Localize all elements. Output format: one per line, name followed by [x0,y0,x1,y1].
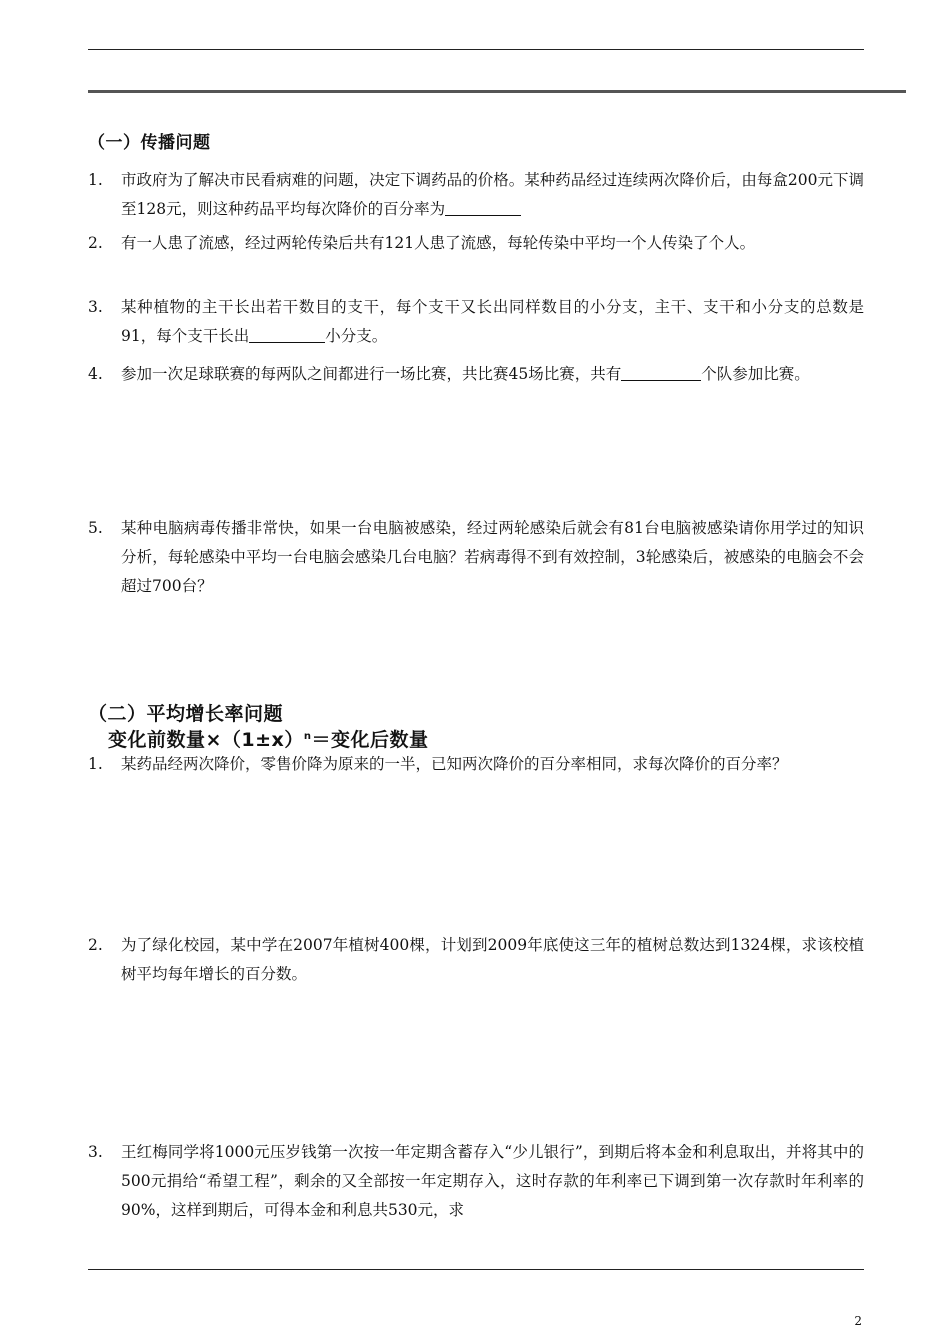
s1-question-1 [88,166,864,224]
question-number: 2. [88,234,103,252]
s2-question-3 [88,1138,864,1225]
question-text: 市政府为了解决市民看病难的问题，决定下调药品的价格。某种药品经过连续两次降价后，由每盒200元下调至128元，则这种药品平均每次降价的百分率为 [121,171,864,218]
question-text: 王红梅同学将1000元压岁钱第一次按一年定期含蓄存入“少儿银行”，到期后将本金和利息取出，并将其中的500元捐给“希望工程”，剩余的又全部按一年定期存入，这时存款的年利率已下调到第一次存款时年利率的90%，这样到期后，可得本金和利息共530元，求 [121,1143,864,1219]
question-text: 有一人患了流感，经过两轮传染后共有121人患了流感，每轮传染中平均一个人传染了个人。 [121,234,756,252]
page-number: 2 [854,1314,862,1328]
answer-blank[interactable] [445,199,521,216]
answer-blank[interactable] [249,326,325,343]
question-text: 参加一次足球联赛的每两队之间都进行一场比赛，共比赛45场比赛，共有 个队参加比赛。 [121,365,810,383]
s1-question-5 [88,514,864,601]
s2-question-2 [88,931,864,989]
s1-question-2 [88,229,864,258]
s1-question-4 [88,360,864,389]
section2-title: （二）平均增长率问题 [88,703,284,725]
answer-blank[interactable] [621,364,701,381]
question-number: 2. [88,936,103,954]
header-rule-thick [88,90,906,93]
question-number: 5. [88,519,103,537]
question-number: 3. [88,298,103,316]
s2-question-1 [88,750,864,779]
question-text: 某种电脑病毒传播非常快，如果一台电脑被感染，经过两轮感染后就会有81台电脑被感染请你用学过的知识分析，每轮感染中平均一台电脑会感染几台电脑？若病毒得不到有效控制，3轮感染后，被感染的电脑会不会超过700台？ [121,519,864,595]
header-rule-top [88,49,864,50]
footer-rule [88,1269,864,1270]
s1-question-3 [88,293,864,351]
section2-formula: 变化前数量$\times(1\pm x)^n=$变化后数量 [108,729,429,751]
question-number: 4. [88,365,103,383]
section1-title: （一）传播问题 [88,133,211,153]
question-text: 为了绿化校园，某中学在2007年植树400棵，计划到2009年底使这三年的植树总数达到1324棵，求该校植树平均每年增长的百分数。 [121,936,864,983]
question-number: 1. [88,755,103,773]
question-text: 某种植物的主干长出若干数目的支干，每个支干又长出同样数目的小分支，主干、支干和小分支的总数是91，每个支干长出 小分支。 [121,298,864,345]
question-number: 1. [88,171,103,189]
question-number: 3. [88,1143,103,1161]
question-text: 某药品经两次降价，零售价降为原来的一半，已知两次降价的百分率相同，求每次降价的百分率？ [121,755,788,773]
